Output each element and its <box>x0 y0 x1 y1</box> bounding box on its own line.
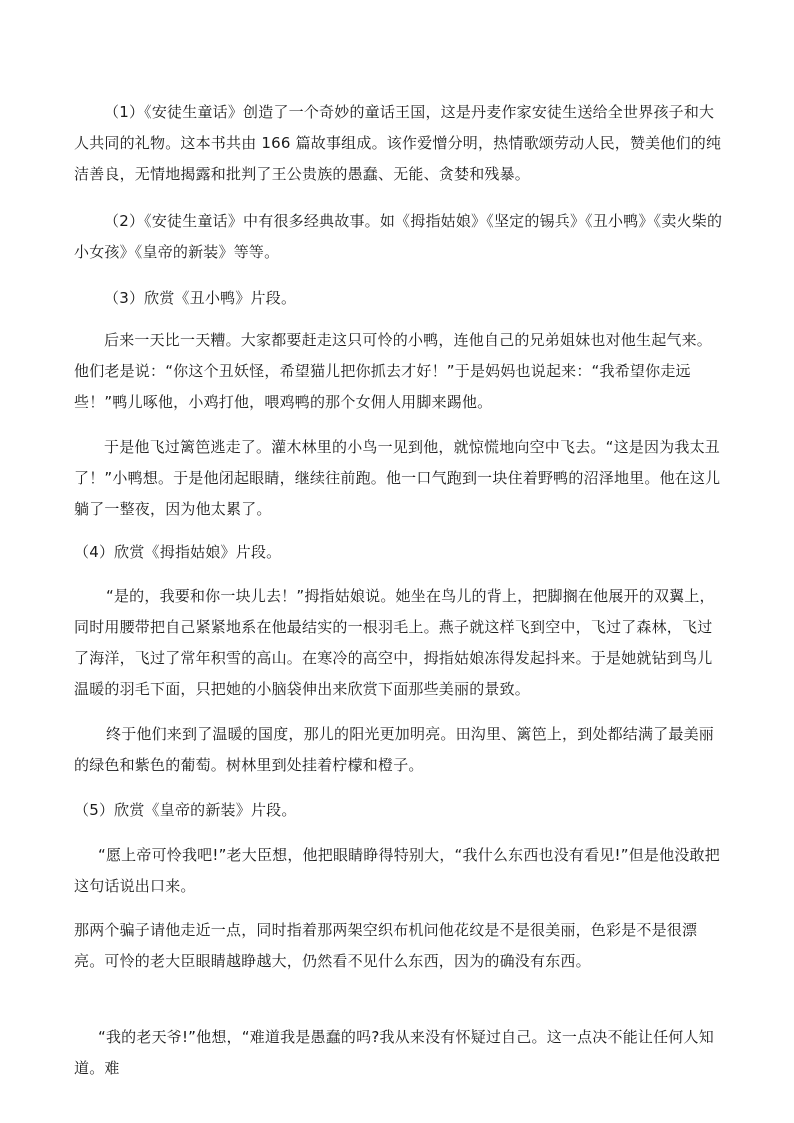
heading-ugly-duckling: （3）欣赏《丑小鸭》片段。 <box>104 289 297 307</box>
paragraph-classic-stories: （2）《安徒生童话》中有很多经典故事。如《拇指姑娘》《坚定的锡兵》《丑小鸭》《卖火柴的小女孩》《皇帝的新装》等等。 <box>74 212 723 261</box>
paragraph-intro: （1）《安徒生童话》创造了一个奇妙的童话王国，这是丹麦作家安徒生送给全世界孩子和大人共同的礼物。这本书共由 166 篇故事组成。该作爱憎分明，热情歌颂劳动人民，赞美他们的纯洁善良，无情地揭露和批判了王公贵族的愚蠢、无能、贪婪和残暴。 <box>74 103 722 183</box>
paragraph-ugly-duckling-1: 后来一天比一天糟。大家都要赶走这只可怜的小鸭，连他自己的兄弟姐妹也对他生起气来。他们老是说：“你这个丑妖怪，希望猫儿把你抓去才好！”于是妈妈也说起来：“我希望你走远些！”鸭儿啄他，小鸡打他，喂鸡鸭的那个女佣人用脚来踢他。 <box>74 331 713 411</box>
paragraph-thumbelina-1: “是的，我要和你一块儿去！”拇指姑娘说。她坐在鸟儿的背上，把脚搁在他展开的双翼上，同时用腰带把自己紧紧地系在他最结实的一根羽毛上。燕子就这样飞到空中，飞过了森林，飞过了海洋，飞过了常年积雪的高山。在寒冷的高空中，拇指姑娘冻得发起抖来。于是她就钻到鸟儿温暖的羽毛下面，只把她的小脑袋伸出来欣赏下面那些美丽的景致。 <box>74 587 715 698</box>
paragraph-thumbelina-2: 终于他们来到了温暖的国度，那儿的阳光更加明亮。田沟里、篱笆上，到处都结满了最美丽的绿色和紫色的葡萄。树林里到处挂着柠檬和橙子。 <box>74 725 715 774</box>
paragraph-emperor-3: “我的老天爷!”他想，“难道我是愚蠢的吗?我从来没有怀疑过自己。这一点决不能让任何人知道。难 <box>74 1028 714 1077</box>
paragraph-ugly-duckling-2: 于是他飞过篱笆逃走了。灌木林里的小鸟一见到他，就惊慌地向空中飞去。“这是因为我太丑了！”小鸭想。于是他闭起眼睛，继续往前跑。他一口气跑到一块住着野鸭的沼泽地里。他在这儿躺了一整夜，因为他太累了。 <box>74 438 721 518</box>
heading-thumbelina: （4）欣赏《拇指姑娘》片段。 <box>74 543 282 561</box>
heading-emperors-new-clothes: （5）欣赏《皇帝的新装》片段。 <box>74 801 297 819</box>
paragraph-emperor-1: “愿上帝可怜我吧!”老大臣想，他把眼睛睁得特别大，“我什么东西也没有看见!”但是他没敢把这句话说出口来。 <box>74 846 720 895</box>
paragraph-emperor-2: 那两个骗子请他走近一点，同时指着那两架空织布机问他花纹是不是很美丽，色彩是不是很漂亮。可怜的老大臣眼睛越睁越大，仍然看不见什么东西，因为的确没有东西。 <box>74 921 698 970</box>
